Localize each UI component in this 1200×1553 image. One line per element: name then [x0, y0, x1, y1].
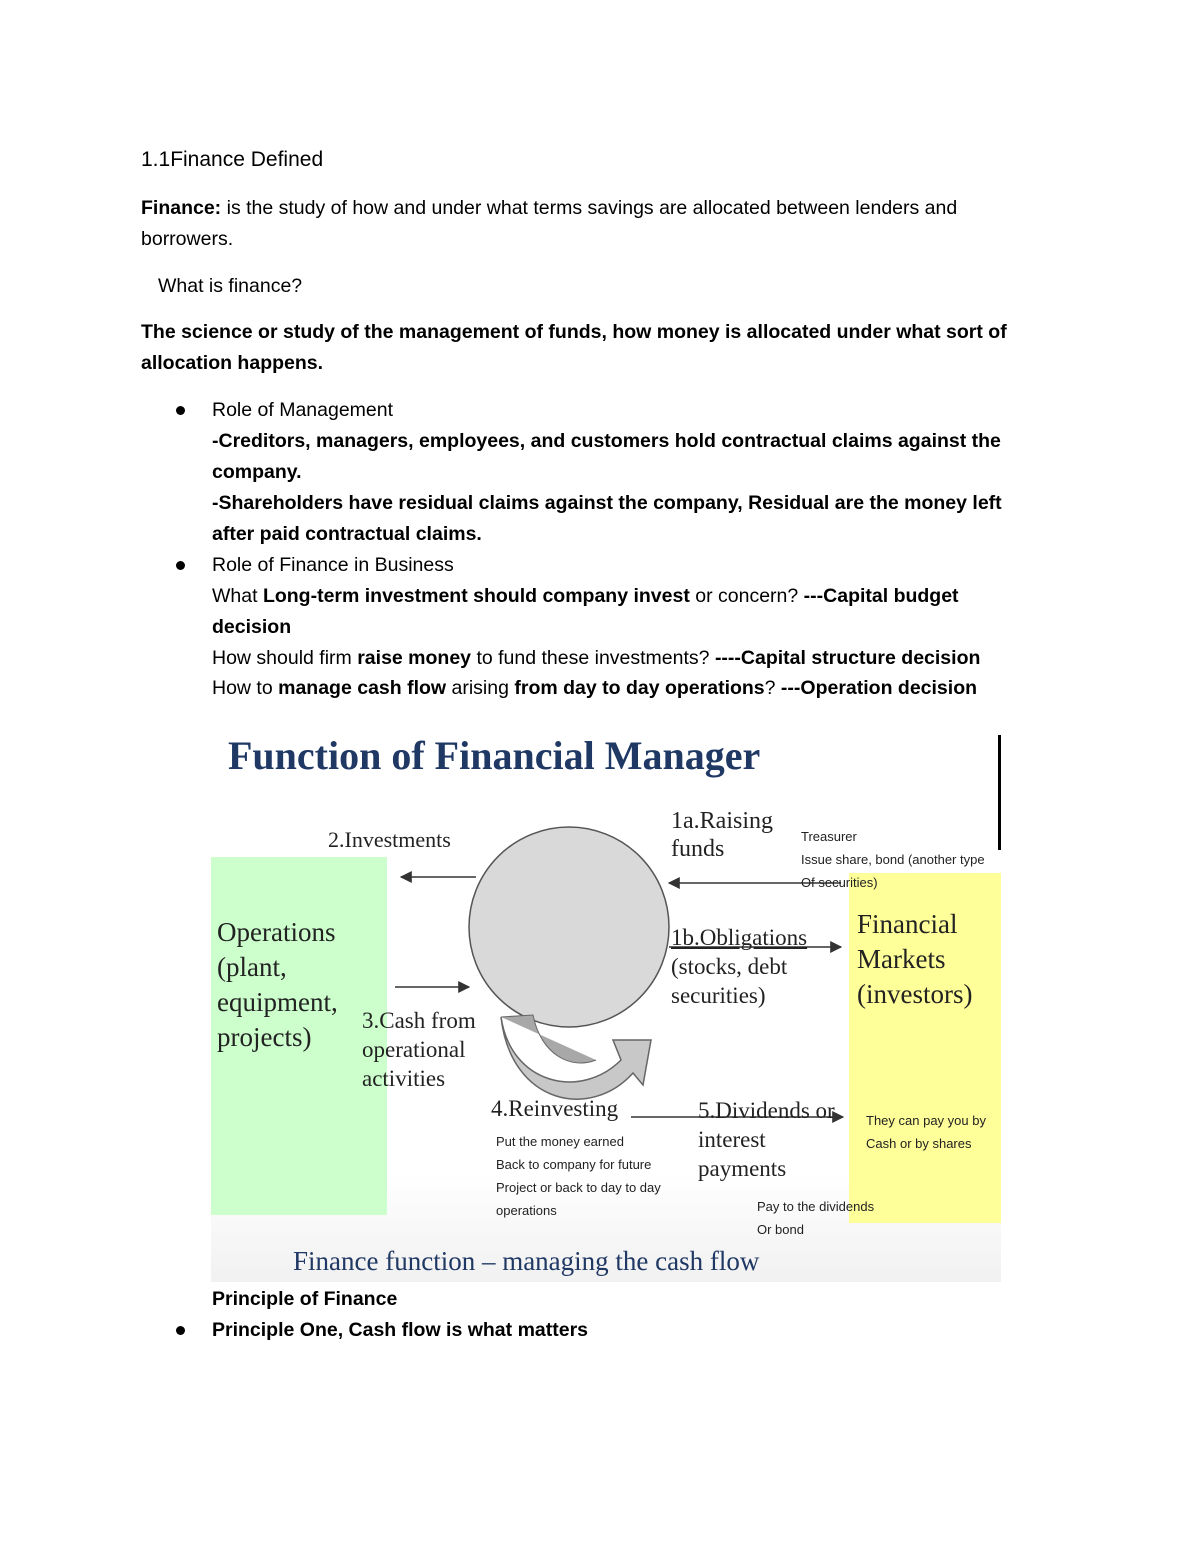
- raising-funds-label: 1a.Raising funds: [671, 808, 773, 862]
- role-finance-q3: How to manage cash flow arising from day to day operations? ---Operation decision: [212, 677, 978, 699]
- role-management-line1: -Creditors, managers, employees, and customers hold contractual claims against the: [212, 430, 1001, 452]
- investments-label: 2.Investments: [328, 827, 451, 852]
- question: What is finance?: [158, 275, 303, 297]
- role-management-line2: company.: [212, 461, 302, 483]
- reinvesting-label: 4.Reinvesting: [491, 1096, 619, 1121]
- role-management-line4: after paid contractual claims.: [212, 523, 482, 545]
- role-finance-q2: How should firm raise money to fund these investments? ----Capital structure decision: [212, 647, 981, 669]
- answer-line2: allocation happens.: [141, 352, 324, 374]
- finance-definition: [141, 193, 957, 224]
- treasurer-note: Treasurer Issue share, bond (another type Of securities): [801, 829, 985, 890]
- role-management-line3: -Shareholders have residual claims against the company, Residual are the money left: [212, 492, 1002, 514]
- reinvesting-note: Put the money earned Back to company for future Project or back to day to day operations: [496, 1134, 661, 1218]
- finance-manager-circle: [469, 827, 669, 1027]
- role-finance-q1: What Long-term investment should company invest or concern? ---Capital budget: [212, 585, 959, 607]
- definition-line2: borrowers.: [141, 228, 234, 250]
- dividends-note: Pay to the dividends Or bond: [757, 1199, 875, 1237]
- answer-line1: The science or study of the management of funds, how money is allocated under what sort of: [141, 321, 1007, 343]
- role-management-title: Role of Management: [212, 399, 394, 421]
- role-finance-title: Role of Finance in Business: [212, 554, 454, 576]
- obligations-label: 1b.Obligations (stocks, debt securities): [671, 925, 808, 1008]
- diagram-title: Function of Financial Manager: [228, 735, 761, 778]
- section-heading: 1.1Finance Defined: [141, 148, 324, 171]
- principle-one: Principle One, Cash flow is what matters: [212, 1319, 589, 1341]
- definition-text: is the study of how and under what terms savings are allocated between lenders and: [221, 197, 958, 219]
- operations-label: Operations (plant, equipment, projects): [217, 917, 338, 1052]
- cash-from-operations-label: 3.Cash from operational activities: [362, 1008, 476, 1091]
- bullet-icon: [176, 406, 185, 415]
- role-finance-q1-end: decision: [212, 616, 292, 638]
- finance-function-diagram: [211, 735, 1001, 1282]
- financial-markets-label: Financial Markets (investors): [857, 909, 973, 1009]
- dividends-label: 5.Dividends or interest payments: [698, 1098, 835, 1181]
- principle-heading: Principle of Finance: [212, 1288, 398, 1310]
- bullet-icon: [176, 1326, 185, 1335]
- diagram-caption: Finance function – managing the cash flow: [293, 1246, 760, 1276]
- definition-term: Finance:: [141, 197, 222, 219]
- pay-note: They can pay you by Cash or by shares: [866, 1113, 986, 1151]
- bullet-icon: [176, 561, 185, 570]
